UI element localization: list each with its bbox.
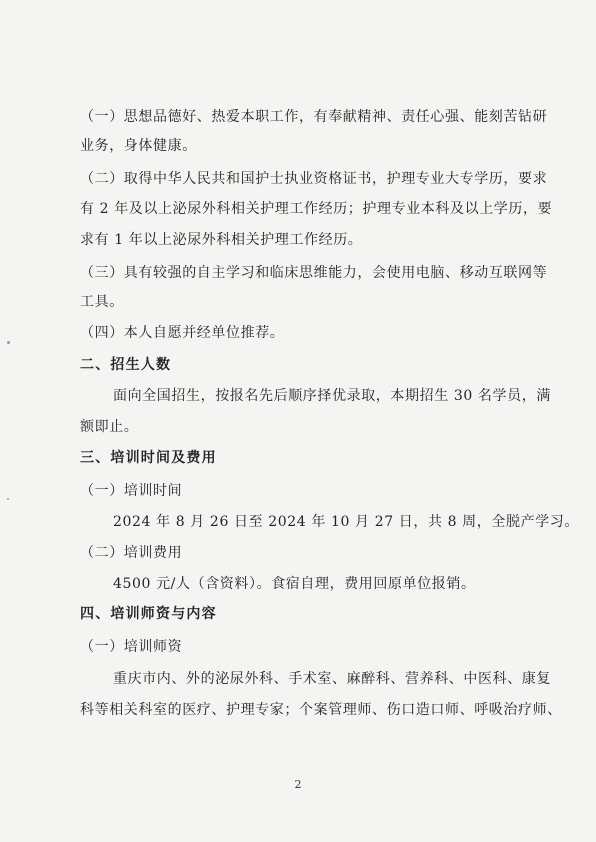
text-line: 工具。: [80, 294, 124, 310]
text-line: 业务，身体健康。: [80, 138, 197, 154]
text-line: （一）培训时间: [80, 483, 183, 499]
section-heading-enrollment: 二、招生人数: [80, 357, 172, 373]
text-line: 重庆市内、外的泌尿外科、手术室、麻醉科、营养科、中医科、康复: [113, 671, 551, 687]
text-line: （四）本人自愿并经单位推荐。: [80, 325, 285, 341]
text-line: （一）思想品德好、热爱本职工作，有奉献精神、责任心强、能刻苦钻研: [80, 109, 548, 125]
text-line: 求有 1 年以上泌尿外科相关护理工作经历。: [80, 232, 363, 248]
scan-speck: [7, 341, 10, 344]
text-line: 额即止。: [80, 419, 139, 435]
scan-speck: [7, 498, 9, 500]
text-line: 面向全国招生，按报名先后顺序择优录取，本期招生 30 名学员，满: [113, 388, 551, 404]
text-line: 有 2 年及以上泌尿外科相关护理工作经历；护理专业本科及以上学历，要: [80, 201, 553, 217]
text-line: 科等相关科室的医疗、护理专家；个案管理师、伤口造口师、呼吸治疗师、: [80, 702, 562, 718]
text-line: 2024 年 8 月 26 日至 2024 年 10 月 27 日，共 8 周，全脱产学习。: [113, 514, 579, 530]
section-heading-faculty-content: 四、培训师资与内容: [80, 606, 217, 622]
text-line: （二）培训费用: [80, 545, 183, 561]
text-line: （一）培训师资: [80, 639, 183, 655]
page-number: 2: [294, 778, 302, 791]
text-line: 4500 元/人（含资料）。食宿自理，费用回原单位报销。: [113, 576, 476, 592]
text-line: （三）具有较强的自主学习和临床思维能力，会使用电脑、移动互联网等: [80, 265, 548, 281]
text-line: （二）取得中华人民共和国护士执业资格证书，护理专业大专学历，要求: [80, 171, 548, 187]
section-heading-time-fees: 三、培训时间及费用: [80, 450, 217, 466]
